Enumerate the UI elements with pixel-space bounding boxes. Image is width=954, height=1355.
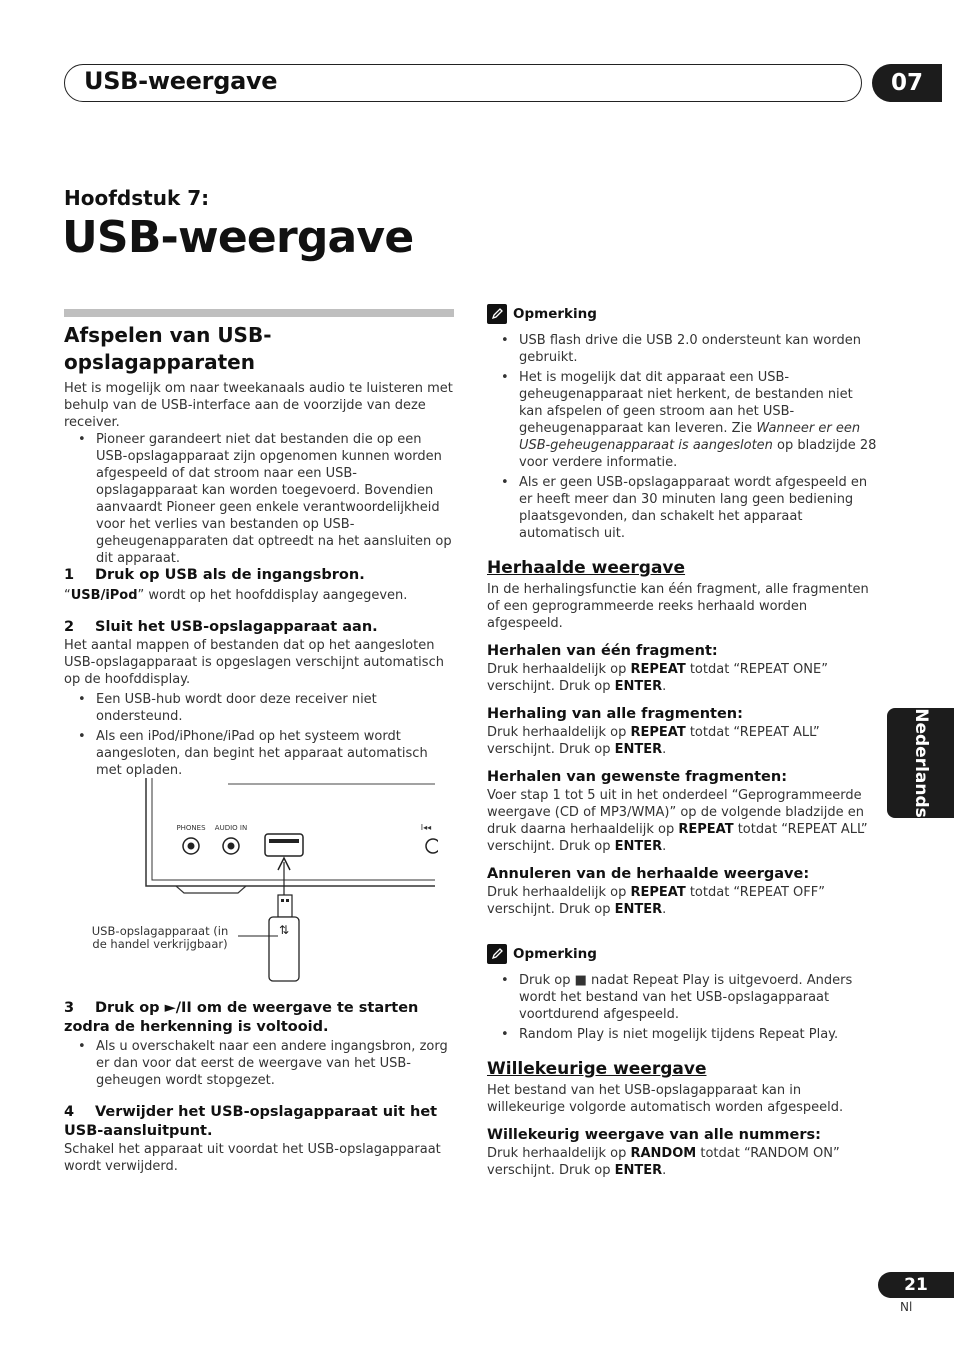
language-tab-label: Nederlands [910,708,931,818]
step-number: 2 [64,619,75,635]
step-text: Druk op [95,1000,165,1016]
page-number: 21 [878,1272,954,1298]
usb-stick-connector [278,895,292,917]
repeat-one-body: Druk herhaaldelijk op REPEAT totdat “REPEAT ONE” verschijnt. Druk op ENTER. [487,662,828,694]
step-text: Sluit het USB-opslagapparaat aan. [95,619,378,635]
note-heading: Opmerking [513,946,597,962]
random-section [487,1059,879,1179]
step-3 [64,999,456,1092]
note-1-bullets [487,332,879,542]
note-1 [487,304,879,545]
skip-back-icon: I◂◂ [420,823,432,832]
note-2-bullets [487,972,879,1043]
language-code: Nl [900,1300,913,1314]
intro-text: Het is mogelijk om naar tweekanaals audio te luisteren met behulp van de USB-interface aan de voorzijde van deze receiver. [64,381,453,430]
note-pencil-icon [487,304,507,324]
note-pencil-icon [487,944,507,964]
list-item: • Pioneer garandeert niet dat bestanden die op een USB-opslagapparaat zijn opgenomen kunnen worden afgespeeld of dat stroom naar een USB-opslagapparaat kan worden toegevoerd. Bovendien aanvaardt Pioneer geen enkele verantwoordelijkheid voor het verlies van bestanden op USB-geheugenapparaten dat optreedt na het aansluiten op dit apparaat. [64,431,454,567]
repeat-one-heading: Herhalen van één fragment: [487,643,718,659]
section-divider [64,309,454,317]
usb-connection-illustration [88,778,438,984]
random-all-body: Druk herhaaldelijk op RANDOM totdat “RANDOM ON” verschijnt. Druk op ENTER. [487,1146,840,1178]
repeat-title: Herhaalde weergave [487,558,686,578]
repeat-off-heading: Annuleren van de herhaalde weergave: [487,866,810,882]
repeat-prog-body: Voer stap 1 tot 5 uit in het onderdeel “Geprogrammeerde weergave (CD of MP3/WMA)” op de volgende bladzijde en druk daarna herhaaldelijk op REPEAT totdat “REPEAT ALL” verschijnt. Druk op ENTER. [487,788,868,854]
repeat-off-body: Druk herhaaldelijk op REPEAT totdat “REPEAT OFF” verschijnt. Druk op ENTER. [487,885,825,917]
step-4 [64,1103,456,1175]
repeat-all-body: Druk herhaaldelijk op REPEAT totdat “REPEAT ALL” verschijnt. Druk op ENTER. [487,725,820,757]
caption-line-2: de handel verkrijgbaar) [92,937,228,951]
step-number: 1 [64,567,75,583]
step-1 [64,566,456,604]
step-body: “ [64,588,71,603]
chapter-number-badge: 07 [872,64,942,102]
step-3-bullets [64,1038,456,1089]
step-body: ” wordt op het hoofddisplay aangegeven. [137,588,408,603]
step-number: 4 [64,1104,75,1120]
step-number: 3 [64,1000,75,1016]
chapter-label: Hoofdstuk 7: [64,186,210,210]
list-item: • Random Play is niet mogelijk tijdens Repeat Play. [487,1026,879,1043]
list-item: • Als een iPod/iPhone/iPad op het systeem wordt aangesloten, dan begint het apparaat automatisch met opladen. [64,728,456,779]
list-item: • Als u overschakelt naar een andere ingangsbron, zorg er dan voor dat eerst de weergave van het USB-geheugen wordt stopgezet. [64,1038,456,1089]
step-body: Het aantal mappen of bestanden dat op het aangesloten USB-opslagapparaat is opgeslagen verschijnt automatisch op de hoofddisplay. [64,638,444,687]
list-item: • Als er geen USB-opslagapparaat wordt afgespeeld en er heeft meer dan 30 minuten lang geen bediening plaatsgevonden, dan schakelt het apparaat automatisch uit. [487,474,879,542]
random-all-heading: Willekeurig weergave van alle nummers: [487,1127,821,1143]
repeat-section [487,558,879,918]
left-intro-block [64,380,454,570]
list-item: • USB flash drive die USB 2.0 ondersteunt kan worden gebruikt. [487,332,879,366]
step-2-bullets [64,691,456,779]
step-text: Verwijder het USB-opslagapparaat uit het USB-aansluitpunt. [64,1104,438,1139]
note-2 [487,944,879,1046]
random-intro: Het bestand van het USB-opslagapparaat kan in willekeurige volgorde automatisch worden afgespeeld. [487,1083,844,1115]
section-title: Afspelen van USB-opslagapparaten [64,323,272,374]
svg-text:⇅: ⇅ [278,923,290,937]
step-text: Druk op USB als de ingangsbron. [95,567,365,583]
language-side-tab [887,708,954,818]
usb-port-icon [265,834,303,856]
repeat-all-heading: Herhaling van alle fragmenten: [487,706,743,722]
cross-reference: Wanneer er een USB-geheugenapparaat is aangesloten [519,421,861,453]
step-text: om de weergave te starten zodra de herkenning is voltooid. [64,1000,419,1035]
list-item: • Een USB-hub wordt door deze receiver niet ondersteund. [64,691,456,725]
display-text: USB/iPod [70,588,138,603]
play-pause-icon: ►/II [164,1000,192,1016]
step-body: Schakel het apparaat uit voordat het USB-opslagapparaat wordt verwijderd. [64,1142,441,1174]
list-item: • Het is mogelijk dat dit apparaat een USB-geheugenapparaat niet herkent, de bestanden niet kan afspelen of geen stroom aan het USB-geheugenapparaat kan leveren. Zie Wanneer er een USB-geheugenapparaat is aangesloten op bladzijde 28 voor verdere informatie. [487,369,879,471]
list-item: • Druk op ■ nadat Repeat Play is uitgevoerd. Anders wordt het bestand van het USB-opslagapparaat voortdurend afgespeeld. [487,972,879,1023]
phones-label: PHONES [176,824,206,832]
repeat-prog-heading: Herhalen van gewenste fragmenten: [487,769,787,785]
caption-line-1: USB-opslagapparaat (in [91,924,229,938]
intro-bullets [64,431,454,567]
random-title: Willekeurige weergave [487,1059,707,1079]
chapter-title: USB-weergave [62,212,414,263]
note-heading: Opmerking [513,306,597,322]
audio-in-label: AUDIO IN [214,824,248,832]
header-title: USB-weergave [84,67,278,95]
step-2 [64,618,456,782]
repeat-intro: In de herhalingsfunctie kan één fragment, alle fragmenten of een geprogrammeerde reeks herhaald worden afgespeeld. [487,582,869,631]
